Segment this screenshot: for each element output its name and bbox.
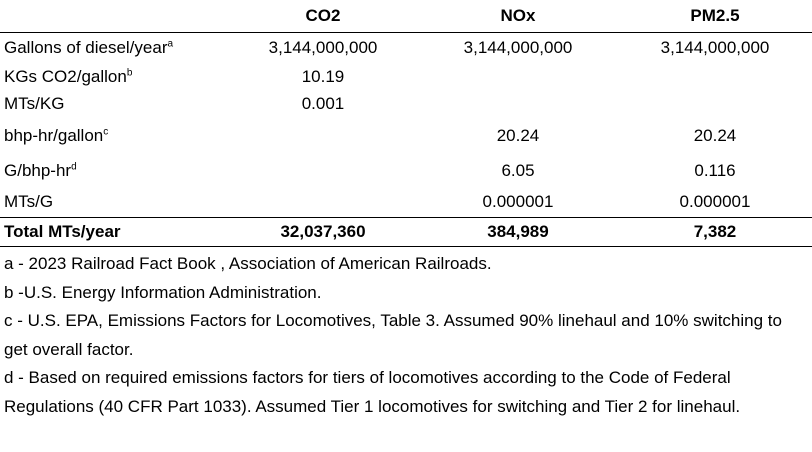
row-label-text: MTs/G — [4, 192, 54, 211]
row-label-text: Gallons of diesel/year — [4, 38, 168, 57]
cell-nox: 3,144,000,000 — [463, 38, 573, 57]
header-nox: NOx — [418, 0, 614, 33]
row-label-text: G/bhp-hr — [4, 161, 72, 180]
header-pm25: PM2.5 — [614, 0, 812, 33]
header-blank — [0, 0, 224, 33]
row-label — [0, 91, 224, 117]
cell-nox: 20.24 — [496, 126, 540, 145]
footnote-c: c - U.S. EPA, Emissions Factors for Locomotives, Table 3. Assumed 90% linehaul and 10% switching to get overall factor. — [4, 311, 782, 359]
cell-co2 — [224, 187, 418, 218]
cell-pm25: 20.24 — [693, 126, 737, 145]
total-row — [0, 218, 812, 247]
cell-nox — [418, 91, 614, 117]
cell-co2: 10.19 — [301, 67, 345, 86]
footnote-marker: a — [167, 38, 174, 50]
cell-co2 — [224, 117, 418, 155]
row-label — [0, 63, 224, 91]
cell-co2: 3,144,000,000 — [268, 38, 378, 57]
row-label-text: MTs/KG — [4, 94, 65, 113]
footnote-marker: c — [103, 126, 109, 138]
row-label — [0, 155, 224, 187]
cell-pm25: 3,144,000,000 — [660, 38, 770, 57]
row-label — [0, 117, 224, 155]
cell-nox — [418, 63, 614, 91]
cell-nox: 0.000001 — [482, 192, 554, 211]
table-header-row — [0, 0, 812, 33]
cell-pm25: 0.000001 — [679, 192, 751, 211]
footnote-b: b -U.S. Energy Information Administration. — [4, 282, 322, 302]
table-row — [0, 117, 812, 155]
cell-co2 — [224, 155, 418, 187]
table-row — [0, 91, 812, 117]
total-pm25: 7,382 — [614, 218, 812, 247]
cell-nox: 6.05 — [501, 161, 535, 180]
footnote-d: d - Based on required emissions factors for tiers of locomotives according to the Code of Federal Regulations (40 CFR Part 1033). Assumed Tier 1 locomotives for switching and Tier 2 for linehaul. — [4, 368, 741, 416]
footnote-marker: d — [71, 161, 77, 173]
table-row — [0, 63, 812, 91]
cell-pm25 — [614, 91, 812, 117]
footnote-a: a - 2023 Railroad Fact Book , Association of American Railroads. — [4, 254, 492, 273]
table-row — [0, 33, 812, 64]
row-label-text: KGs CO2/gallon — [4, 67, 127, 86]
total-nox: 384,989 — [418, 218, 614, 247]
footnotes — [4, 250, 810, 421]
total-label: Total MTs/year — [0, 218, 224, 247]
table-row — [0, 187, 812, 218]
row-label-text: bhp-hr/gallon — [4, 126, 104, 145]
cell-pm25 — [614, 63, 812, 91]
cell-co2: 0.001 — [301, 94, 345, 113]
footnote-marker: b — [126, 67, 133, 79]
table-row — [0, 155, 812, 187]
total-co2: 32,037,360 — [224, 218, 418, 247]
row-label — [0, 187, 224, 218]
cell-pm25: 0.116 — [694, 161, 736, 180]
row-label — [0, 33, 224, 64]
header-co2: CO2 — [224, 0, 418, 33]
